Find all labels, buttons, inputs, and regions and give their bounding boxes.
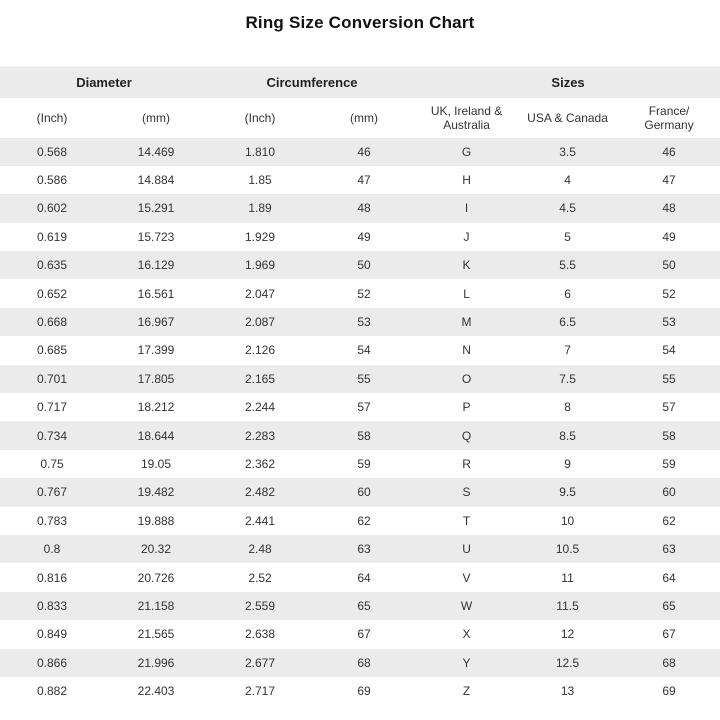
table-cell: 12.5 (555, 655, 580, 670)
table-row (0, 279, 720, 307)
table-cell: 0.568 (36, 144, 68, 159)
table-cell: 0.652 (36, 286, 68, 301)
group-header-sizes: Sizes (551, 74, 585, 90)
table-cell: Y (462, 655, 471, 670)
table-cell: 7 (564, 343, 571, 358)
table-cell: 0.668 (36, 315, 68, 330)
table-cell: X (462, 627, 471, 642)
table-cell: 5.5 (559, 258, 576, 273)
table-cell: J (463, 229, 470, 244)
table-cell: 67 (662, 627, 676, 642)
table-cell: 49 (662, 229, 676, 244)
table-cell: 19.888 (137, 513, 175, 528)
column-header-diameter-mm: (mm) (142, 110, 170, 125)
table-cell: 65 (357, 598, 371, 613)
ring-size-conversion-table (0, 66, 720, 705)
table-cell: 53 (662, 315, 676, 330)
table-cell: 46 (357, 144, 371, 159)
table-cell: 20.32 (140, 542, 172, 557)
table-cell: 57 (357, 400, 371, 415)
page-title: Ring Size Conversion Chart (245, 13, 475, 32)
table-cell: 52 (662, 286, 676, 301)
table-cell: 50 (357, 258, 371, 273)
table-cell: T (462, 513, 471, 528)
table-cell: 53 (357, 315, 371, 330)
table-cell: 16.561 (137, 286, 175, 301)
table-cell: 46 (662, 144, 676, 159)
group-header-diameter: Diameter (76, 74, 132, 90)
table-cell: 68 (357, 655, 371, 670)
table-row (0, 563, 720, 591)
table-cell: 63 (357, 542, 371, 557)
table-cell: 1.969 (245, 258, 276, 273)
table-cell: 11 (561, 570, 574, 585)
table-cell: 2.638 (245, 627, 276, 642)
table-cell: 7.5 (559, 371, 576, 386)
table-row (0, 592, 720, 620)
table-cell: 8.5 (559, 428, 576, 443)
table-cell: 64 (357, 570, 371, 585)
table-cell: 48 (662, 201, 676, 216)
table-cell: 1.929 (245, 229, 276, 244)
table-cell: 0.833 (36, 598, 68, 613)
table-row (0, 535, 720, 563)
table-cell: 55 (357, 371, 371, 386)
table-cell: 0.717 (36, 400, 68, 415)
table-body (0, 138, 720, 706)
column-header-circumference-inch: (Inch) (244, 110, 276, 125)
table-cell: 16.129 (137, 258, 175, 273)
table-cell: K (462, 258, 471, 273)
group-header-circumference: Circumference (266, 74, 358, 90)
table-cell: 60 (662, 485, 676, 500)
table-row (0, 478, 720, 506)
table-cell: 21.996 (137, 655, 175, 670)
table-cell: 2.165 (245, 371, 276, 386)
table-cell: 2.717 (245, 684, 276, 699)
table-cell: 0.701 (36, 371, 68, 386)
table-cell: 1.85 (248, 173, 272, 188)
table-cell: 17.399 (137, 343, 175, 358)
column-header-row (0, 98, 720, 138)
table-cell: 2.52 (248, 570, 272, 585)
table-cell: 11.5 (556, 598, 579, 613)
table-cell: 5 (564, 229, 571, 244)
table-cell: 19.05 (140, 456, 172, 471)
table-cell: 48 (357, 201, 371, 216)
table-row (0, 194, 720, 222)
table-cell: O (461, 371, 472, 386)
table-cell: 9 (564, 456, 571, 471)
table-cell: L (463, 286, 470, 301)
table-cell: 0.882 (36, 684, 68, 699)
table-cell: Q (461, 428, 472, 443)
table-row (0, 450, 720, 478)
table-cell: 62 (357, 513, 371, 528)
table-cell: 55 (662, 371, 676, 386)
table-row (0, 166, 720, 194)
table-cell: 0.602 (36, 201, 68, 216)
table-cell: 54 (357, 343, 371, 358)
table-cell: V (462, 570, 471, 585)
table-cell: H (462, 173, 471, 188)
table-cell: 50 (662, 258, 676, 273)
table-cell: 63 (662, 542, 676, 557)
table-cell: 62 (662, 513, 676, 528)
table-cell: U (462, 542, 471, 557)
column-group-header-row (0, 67, 720, 98)
table-cell: 54 (662, 343, 676, 358)
table-cell: 47 (357, 173, 371, 188)
table-cell: 1.89 (248, 201, 272, 216)
table-row (0, 251, 720, 279)
table-cell: 22.403 (137, 684, 175, 699)
table-cell: 2.283 (245, 428, 276, 443)
table-cell: 0.75 (40, 456, 64, 471)
table-cell: 17.805 (137, 371, 175, 386)
table-cell: W (460, 598, 473, 613)
table-cell: 2.244 (245, 400, 276, 415)
table-cell: 2.482 (245, 485, 276, 500)
table-cell: 59 (357, 456, 371, 471)
table-row (0, 393, 720, 421)
table-cell: R (462, 456, 471, 471)
table-cell: 52 (357, 286, 371, 301)
table-cell: 68 (662, 655, 676, 670)
table-cell: 2.126 (245, 343, 276, 358)
table-cell: G (461, 144, 472, 159)
table-cell: 47 (662, 173, 676, 188)
table-cell: 8 (564, 400, 571, 415)
table-cell: 65 (662, 598, 676, 613)
table-cell: 16.967 (137, 315, 175, 330)
table-row (0, 336, 720, 364)
table-cell: 21.158 (137, 598, 175, 613)
table-cell: 49 (357, 229, 371, 244)
table-cell: 2.087 (245, 315, 276, 330)
table-cell: 2.441 (245, 513, 276, 528)
table-cell: 10 (560, 513, 575, 528)
table-cell: M (461, 315, 472, 330)
table-row (0, 223, 720, 251)
table-cell: 0.635 (36, 258, 68, 273)
table-cell: 57 (662, 400, 676, 415)
table-row (0, 677, 720, 705)
table-row (0, 421, 720, 449)
column-header-usa-canada: USA & Canada (527, 110, 608, 125)
table-cell: 10.5 (555, 542, 580, 557)
table-cell: 2.677 (245, 655, 276, 670)
table-cell: 2.559 (245, 598, 276, 613)
table-cell: 6.5 (559, 315, 576, 330)
table-row (0, 649, 720, 677)
table-cell: 0.783 (36, 513, 68, 528)
table-cell: 58 (357, 428, 371, 443)
table-cell: I (464, 201, 469, 216)
table-row (0, 507, 720, 535)
table-cell: 12 (560, 627, 575, 642)
table-row (0, 308, 720, 336)
table-cell: 0.586 (36, 173, 68, 188)
table-cell: 14.884 (137, 173, 175, 188)
table-row (0, 138, 720, 166)
table-cell: 2.047 (245, 286, 276, 301)
table-cell: 69 (662, 684, 676, 699)
table-cell: 64 (662, 570, 676, 585)
table-cell: 0.866 (36, 655, 68, 670)
table-cell: 69 (357, 684, 371, 699)
column-header-circumference-mm: (mm) (350, 110, 379, 125)
table-cell: 15.723 (137, 229, 175, 244)
table-cell: 0.734 (36, 428, 68, 443)
table-cell: 0.767 (36, 485, 68, 500)
table-cell: 4.5 (559, 201, 576, 216)
table-cell: 0.816 (36, 570, 68, 585)
table-cell: 60 (357, 485, 371, 500)
table-cell: 14.469 (137, 144, 175, 159)
table-cell: P (462, 400, 471, 415)
column-header-france-germany: France/ Germany (644, 103, 694, 132)
table-cell: 20.726 (137, 570, 175, 585)
table-cell: 19.482 (137, 485, 175, 500)
table-cell: 0.685 (36, 343, 68, 358)
table-cell: N (462, 343, 471, 358)
table-cell: 2.362 (245, 456, 276, 471)
table-cell: Z (462, 684, 471, 699)
table-cell: 13 (560, 684, 575, 699)
table-cell: 58 (662, 428, 676, 443)
table-cell: 59 (662, 456, 676, 471)
table-row (0, 365, 720, 393)
table-cell: 3.5 (559, 144, 576, 159)
table-cell: 0.849 (36, 627, 68, 642)
table-cell: 0.619 (36, 229, 68, 244)
table-cell: S (462, 485, 471, 500)
table-cell: 15.291 (137, 201, 175, 216)
table-cell: 4 (564, 173, 571, 188)
table-row (0, 620, 720, 648)
table-cell: 18.644 (137, 428, 175, 443)
table-cell: 0.8 (43, 542, 61, 557)
table-cell: 2.48 (248, 542, 272, 557)
table-cell: 1.810 (245, 144, 276, 159)
table-cell: 9.5 (559, 485, 576, 500)
table-cell: 67 (357, 627, 371, 642)
table-cell: 18.212 (137, 400, 175, 415)
column-header-diameter-inch: (Inch) (36, 110, 68, 125)
table-cell: 21.565 (137, 627, 175, 642)
table-cell: 6 (564, 286, 571, 301)
column-header-uk-ireland-australia: UK, Ireland & Australia (430, 103, 503, 132)
